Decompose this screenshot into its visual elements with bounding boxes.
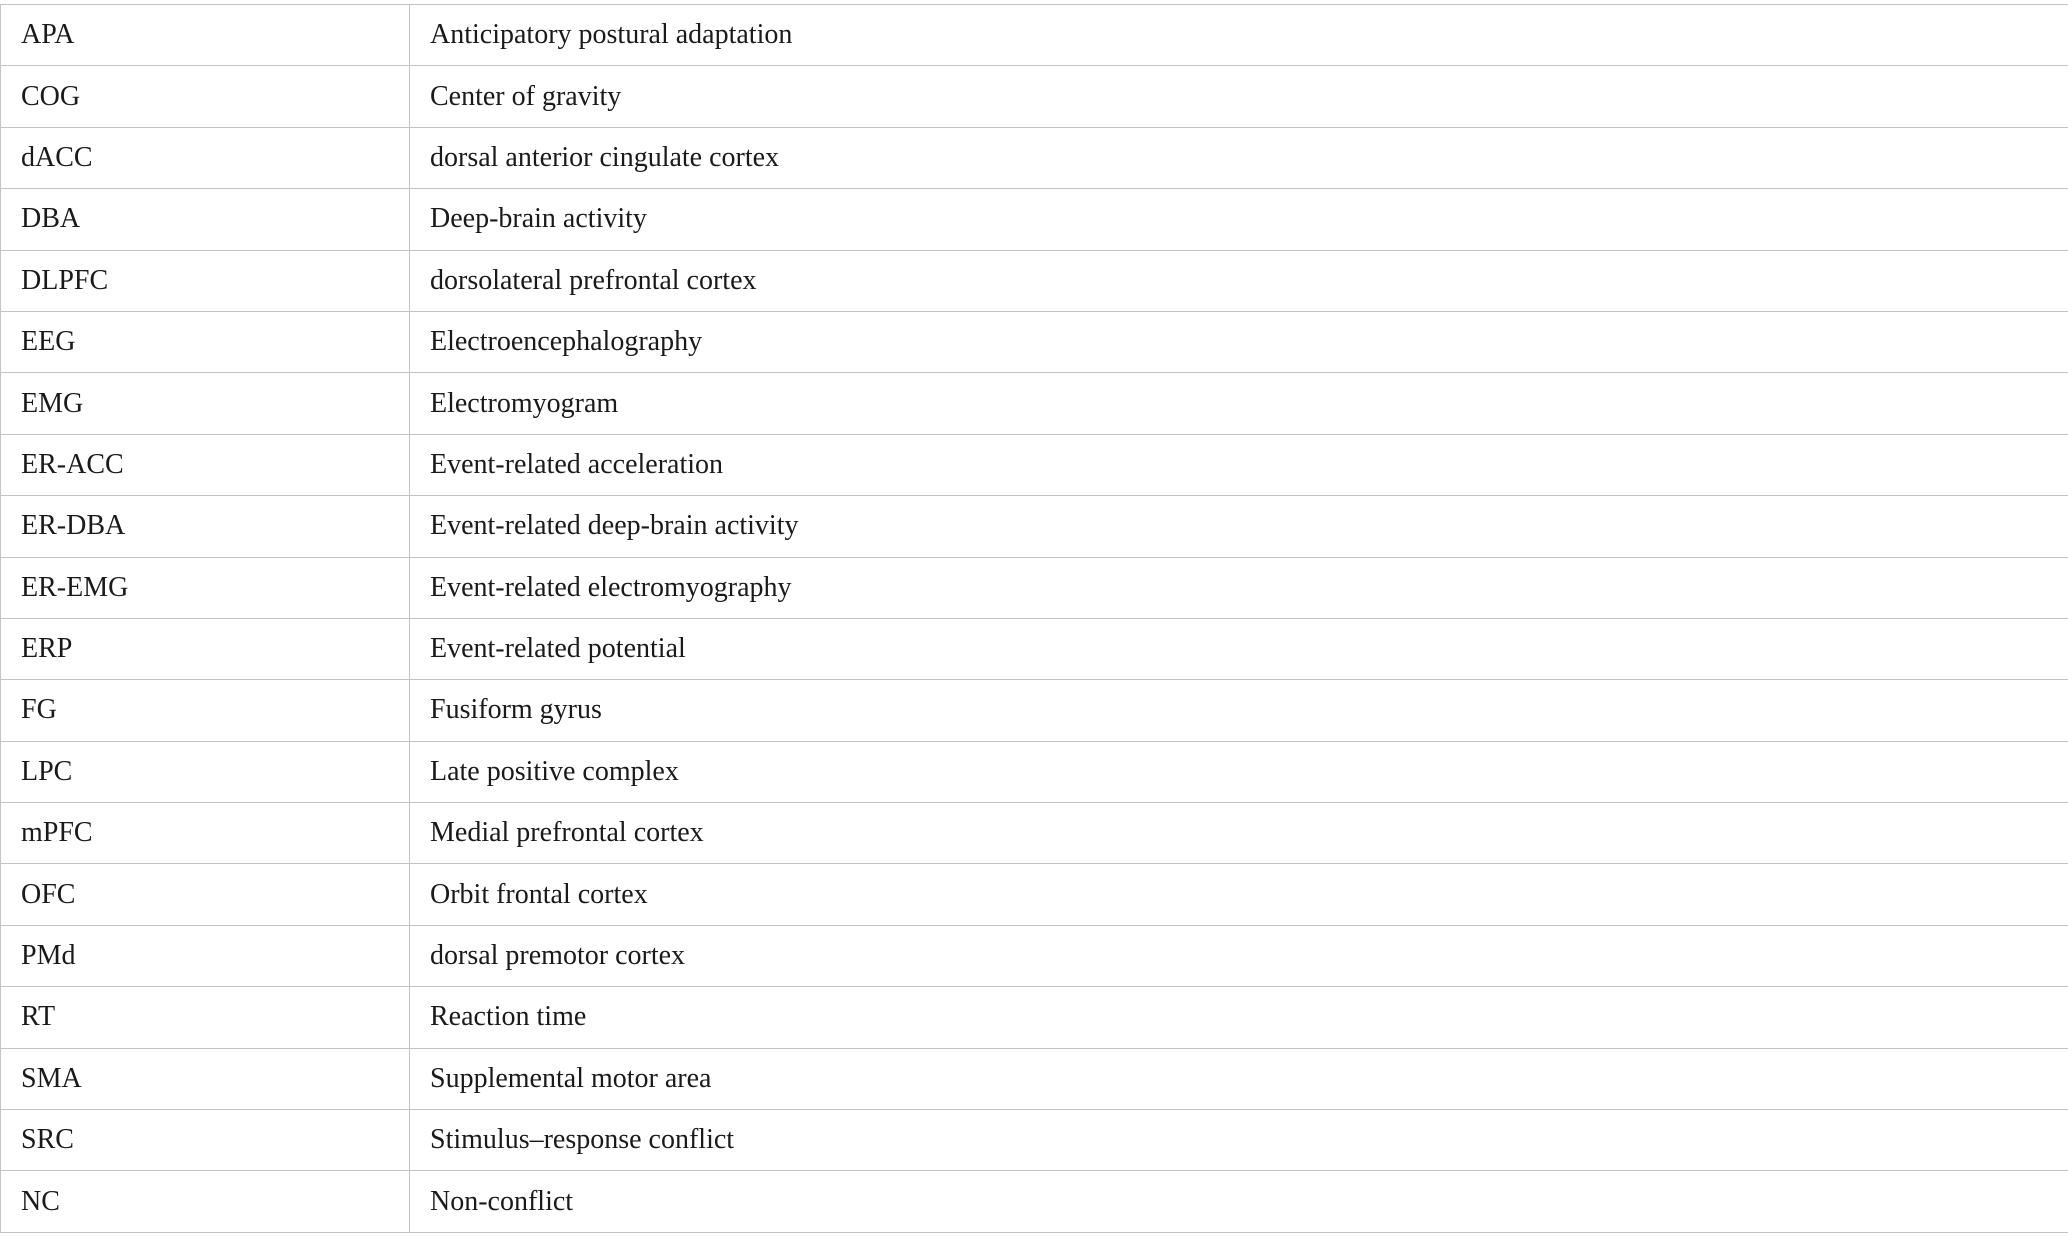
abbreviation-cell: COG: [1, 66, 410, 127]
definition-cell: Stimulus–response conflict: [410, 1110, 2068, 1171]
definition-cell: Event-related acceleration: [410, 434, 2068, 495]
table-row: [1, 557, 2068, 618]
abbreviation-cell: DLPFC: [1, 250, 410, 311]
definition-cell: Reaction time: [410, 987, 2068, 1048]
definition-cell: Event-related electromyography: [410, 557, 2068, 618]
definition-cell: Event-related deep-brain activity: [410, 496, 2068, 557]
definition-cell: Event-related potential: [410, 618, 2068, 679]
abbreviation-cell: SRC: [1, 1110, 410, 1171]
table-row: [1, 373, 2068, 434]
definition-cell: dorsal anterior cingulate cortex: [410, 127, 2068, 188]
definition-cell: dorsolateral prefrontal cortex: [410, 250, 2068, 311]
table-row: [1, 864, 2068, 925]
definition-cell: Fusiform gyrus: [410, 680, 2068, 741]
table-row: [1, 66, 2068, 127]
definition-cell: dorsal premotor cortex: [410, 925, 2068, 986]
table-row: [1, 987, 2068, 1048]
definition-cell: Non-conflict: [410, 1171, 2068, 1232]
abbreviations-table-body: [1, 5, 2068, 1233]
definition-cell: Deep-brain activity: [410, 189, 2068, 250]
abbreviation-cell: mPFC: [1, 803, 410, 864]
abbreviation-cell: SMA: [1, 1048, 410, 1109]
table-row: [1, 496, 2068, 557]
definition-cell: Supplemental motor area: [410, 1048, 2068, 1109]
abbreviation-cell: ERP: [1, 618, 410, 679]
table-row: [1, 803, 2068, 864]
abbreviation-cell: dACC: [1, 127, 410, 188]
table-row: [1, 311, 2068, 372]
table-row: [1, 1110, 2068, 1171]
abbreviation-cell: EEG: [1, 311, 410, 372]
abbreviation-cell: ER-DBA: [1, 496, 410, 557]
abbreviation-cell: FG: [1, 680, 410, 741]
table-row: [1, 5, 2068, 66]
table-row: [1, 434, 2068, 495]
table-row: [1, 189, 2068, 250]
abbreviation-cell: ER-ACC: [1, 434, 410, 495]
abbreviation-cell: EMG: [1, 373, 410, 434]
abbreviation-cell: ER-EMG: [1, 557, 410, 618]
abbreviation-cell: NC: [1, 1171, 410, 1232]
definition-cell: Electromyogram: [410, 373, 2068, 434]
definition-cell: Orbit frontal cortex: [410, 864, 2068, 925]
table-row: [1, 1171, 2068, 1232]
definition-cell: Anticipatory postural adaptation: [410, 5, 2068, 66]
definition-cell: Late positive complex: [410, 741, 2068, 802]
abbreviation-cell: APA: [1, 5, 410, 66]
abbreviation-cell: LPC: [1, 741, 410, 802]
table-row: [1, 127, 2068, 188]
table-row: [1, 925, 2068, 986]
definition-cell: Center of gravity: [410, 66, 2068, 127]
table-row: [1, 250, 2068, 311]
abbreviations-table: [0, 4, 2068, 1233]
table-row: [1, 741, 2068, 802]
table-row: [1, 618, 2068, 679]
abbreviation-cell: PMd: [1, 925, 410, 986]
abbreviation-cell: DBA: [1, 189, 410, 250]
table-row: [1, 680, 2068, 741]
definition-cell: Electroencephalography: [410, 311, 2068, 372]
table-row: [1, 1048, 2068, 1109]
definition-cell: Medial prefrontal cortex: [410, 803, 2068, 864]
abbreviation-cell: OFC: [1, 864, 410, 925]
abbreviation-cell: RT: [1, 987, 410, 1048]
